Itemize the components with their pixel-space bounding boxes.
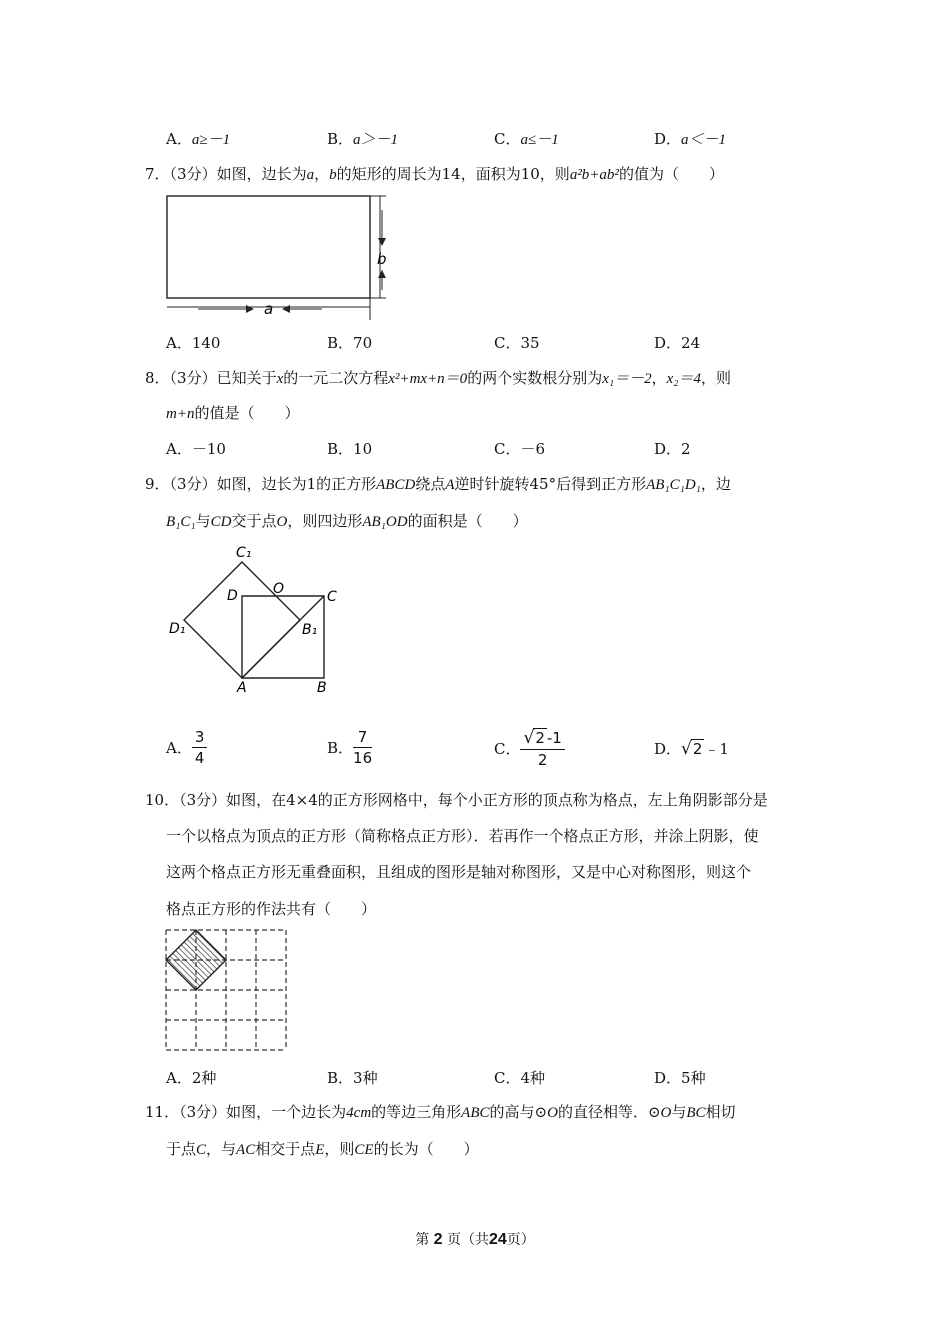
q7-label-b: b bbox=[377, 250, 387, 268]
q7-option-c: C．35 bbox=[494, 334, 540, 352]
q9-option-c: C． $\frac{√2 -1}{2}$ bbox=[494, 728, 565, 769]
q8-option-c: C．－6 bbox=[494, 440, 546, 458]
q10-grid-figure bbox=[160, 924, 295, 1059]
q7-option-a: A．140 bbox=[166, 334, 221, 352]
q9-option-b-fraction: $\frac{7}{16}$ bbox=[353, 728, 373, 767]
page-footer: 第 2 页（共24页） bbox=[415, 1231, 535, 1248]
q9-option-c-fraction: $\frac{√2 -1}{2}$ bbox=[520, 728, 564, 769]
q10-shaded-square bbox=[166, 930, 226, 990]
q9-stem-line1: 9．（3分）如图，边长为1的正方形ABCD绕点A逆时针旋转45°后得到正方形AB₁C₁D₁，边 bbox=[145, 475, 731, 493]
q7-option-d: D．24 bbox=[654, 334, 701, 352]
q11-stem-line1: 11．（3分）如图，一个边长为4cm的等边三角形ABC的高与⊙O的直径相等．⊙O与BC相切 bbox=[145, 1103, 736, 1121]
q10-stem-line4: 格点正方形的作法共有（ ） bbox=[166, 900, 377, 918]
q11-stem-line2: 于点C，与AC相交于点E，则CE的长为（ ） bbox=[166, 1140, 479, 1158]
q9-option-d: D．√2 ﹣1 bbox=[654, 739, 729, 759]
q9-label-b1: B₁ bbox=[302, 622, 318, 638]
q9-label-c: C bbox=[327, 589, 337, 605]
q10-option-a: A．2种 bbox=[166, 1069, 217, 1087]
q6-option-b: B．a＞－1 bbox=[327, 130, 399, 148]
q10-stem-line3: 这两个格点正方形无重叠面积，且组成的图形是轴对称图形，又是中心对称图形，则这个 bbox=[166, 863, 752, 881]
q7-option-b: B．70 bbox=[327, 334, 373, 352]
q10-stem-line2: 一个以格点为顶点的正方形（简称格点正方形）．若再作一个格点正方形，并涂上阴影，使 bbox=[166, 827, 759, 845]
q9-label-d1: D₁ bbox=[169, 621, 186, 637]
q8-option-b: B．10 bbox=[327, 440, 373, 458]
q8-option-a: A．－10 bbox=[166, 440, 226, 458]
q9-label-a: A bbox=[237, 680, 247, 696]
q9-label-b: B bbox=[317, 680, 327, 696]
q9-label-c1: C₁ bbox=[236, 545, 252, 561]
q9-option-a: A． $\frac{3}{4}$ bbox=[166, 728, 207, 767]
q9-option-b: B． $\frac{7}{16}$ bbox=[327, 728, 373, 767]
q9-label-o: O bbox=[273, 581, 285, 597]
q9-option-a-fraction: $\frac{3}{4}$ bbox=[192, 728, 208, 767]
q10-option-d: D．5种 bbox=[654, 1069, 706, 1087]
q10-option-b: B．3种 bbox=[327, 1069, 378, 1087]
q10-stem-line1: 10．（3分）如图，在4×4的正方形网格中，每个小正方形的顶点称为格点，左上角阴影部分是 bbox=[145, 791, 768, 809]
q6-option-c: C．a≤－1 bbox=[494, 130, 559, 148]
q9-stem-line2: B₁C₁与CD交于点O，则四边形AB₁OD的面积是（ ） bbox=[166, 512, 528, 530]
q7-label-a: a bbox=[264, 300, 274, 318]
q7-stem: 7．（3分）如图，边长为a，b的矩形的周长为14，面积为10，则a²b+ab²的值为（ ） bbox=[145, 165, 724, 183]
q8-stem-line2: m+n的值是（ ） bbox=[166, 404, 300, 422]
q9-rotated-squares-figure bbox=[160, 538, 360, 700]
q7-rectangle-figure bbox=[160, 190, 400, 325]
total-pages: 24 bbox=[489, 1231, 507, 1248]
q9-label-d: D bbox=[227, 588, 238, 604]
q6-option-d: D．a＜－1 bbox=[654, 130, 727, 148]
q8-option-d: D．2 bbox=[654, 440, 691, 458]
current-page-number: 2 bbox=[433, 1231, 443, 1248]
q8-stem-line1: 8．（3分）已知关于x的一元二次方程x²+mx+n＝0的两个实数根分别为x₁＝－2，x₂＝4，则 bbox=[145, 369, 731, 387]
q10-option-c: C．4种 bbox=[494, 1069, 546, 1087]
q6-option-a: A．a≥－1 bbox=[166, 130, 231, 148]
